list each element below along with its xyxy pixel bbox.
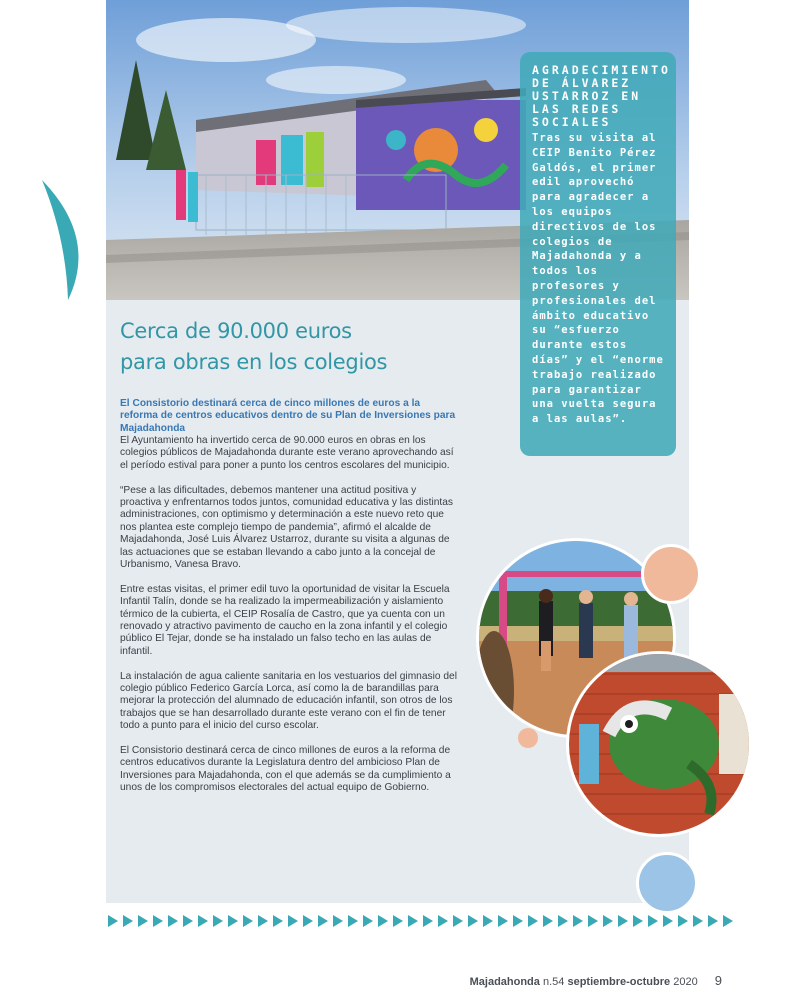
chevron-right-icon: [288, 915, 298, 927]
article-lead: El Consistorio destinará cerca de cinco millones de euros a la reforma de centros educativos dentro de su Plan de Inversiones para Majadahonda: [120, 398, 456, 434]
photo-circle-mural: [566, 651, 752, 837]
article-paragraph: Entre estas visitas, el primer edil tuvo la oportunidad de visitar la Escuela Infantil Talín, donde se ha realizado la impermeabilización y aislamiento térmico de la cubierta, el CEIP Rosalía de Castro, que ya cuenta con un renovado y atractivo pavimento de caucho en la zona infantil y el colegio público El Tejar, donde se ha instalado un falso techo en las aulas de infantil.: [120, 583, 450, 657]
chevron-right-icon: [243, 915, 253, 927]
chevron-right-icon: [183, 915, 193, 927]
chevron-right-icon: [723, 915, 733, 927]
article: [120, 316, 460, 807]
chevron-right-icon: [423, 915, 433, 927]
chevron-right-icon: [438, 915, 448, 927]
chevron-right-icon: [378, 915, 388, 927]
decorative-arc-shape: [38, 178, 88, 303]
article-paragraph: El Ayuntamiento ha invertido cerca de 90.000 euros en obras en los colegios públicos de Majadahonda durante este verano aprovechando así el período estival para poner a punto los centros escolares del municipio.: [120, 434, 454, 471]
chevron-right-icon: [603, 915, 613, 927]
chevron-right-icon: [258, 915, 268, 927]
chevron-right-icon: [513, 915, 523, 927]
article-headline: [120, 316, 460, 378]
chevron-right-icon: [558, 915, 568, 927]
headline-line-1: Cerca de 90.000 euros: [120, 319, 352, 343]
chevron-right-icon: [663, 915, 673, 927]
decorative-dot-small-peach: [518, 728, 538, 748]
chevron-right-icon: [393, 915, 403, 927]
footer-issue: n.54: [542, 976, 565, 988]
chevron-right-icon: [648, 915, 658, 927]
chevron-right-icon: [168, 915, 178, 927]
sidebar-body: Tras su visita al CEIP Benito Pérez Galdós, el primer edil aprovechó para agradecer a los equipos directivos de los colegios de Majadahonda y a todos los profesores y profesionales del ámbito educativo su “esfuerzo durante estos días” y el “enorme trabajo realizado para garantizar una vuelta segura a las aulas”.: [532, 132, 664, 426]
article-paragraph: La instalación de agua caliente sanitaria en los vestuarios del gimnasio del colegio público Federico García Lorca, así como la de barandillas para mejorar la protección del alumnado de educación infantil, son otros de los trabajos que se han desarrollado durante este verano con el fin de tener todo a punto para el inicio del curso escolar.: [120, 670, 457, 732]
chevron-right-icon: [138, 915, 148, 927]
chevron-right-icon: [468, 915, 478, 927]
chevron-right-icon: [198, 915, 208, 927]
chevron-right-icon: [708, 915, 718, 927]
page-number: 9: [714, 973, 722, 988]
sidebar-box: [520, 52, 676, 456]
chevron-right-icon: [108, 915, 118, 927]
chevron-right-icon: [693, 915, 703, 927]
chevron-right-icon: [678, 915, 688, 927]
chevron-right-icon: [213, 915, 223, 927]
chevron-right-icon: [228, 915, 238, 927]
footer-year: 2020: [673, 976, 698, 988]
decorative-chevron-row: [108, 915, 733, 929]
chevron-right-icon: [573, 915, 583, 927]
article-paragraph: “Pese a las dificultades, debemos mantener una actitud positiva y proactiva y enfrentarnos todos juntos, comunidad educativa y las distintas administraciones, con optimismo y determinación a este nuevo reto que nos plantea este complejo tiempo de pandemia”, afirmó el alcalde de Majadahonda, José Luis Álvarez Ustarroz, durante su visita a algunas de las actuaciones que se estaban llevando a cabo junto a la concejal de Urbanismo, Vanesa Bravo.: [120, 484, 453, 570]
article-paragraph: El Consistorio destinará cerca de cinco millones de euros a la reforma de centros educativos durante la Legislatura dentro del ambicioso Plan de Inversiones para Majadahonda, con el que además se da cumplimiento a unos de los compromisos electorales del actual equipo de Gobierno.: [120, 744, 451, 794]
page-footer: [470, 973, 722, 988]
chevron-right-icon: [408, 915, 418, 927]
chevron-right-icon: [363, 915, 373, 927]
chevron-right-icon: [153, 915, 163, 927]
decorative-dot-peach: [641, 544, 701, 604]
headline-line-2: para obras en los colegios: [120, 350, 388, 374]
chevron-right-icon: [528, 915, 538, 927]
chevron-right-icon: [618, 915, 628, 927]
decorative-dot-blue: [636, 852, 698, 914]
chevron-right-icon: [318, 915, 328, 927]
chevron-right-icon: [333, 915, 343, 927]
sidebar-title: AGRADECIMIENTO DE ÁLVAREZ USTARROZ EN LAS REDES SOCIALES: [532, 63, 671, 129]
chevron-right-icon: [348, 915, 358, 927]
chevron-right-icon: [498, 915, 508, 927]
chevron-right-icon: [303, 915, 313, 927]
footer-magazine: Majadahonda: [469, 976, 540, 988]
footer-period: septiembre-octubre: [567, 976, 671, 988]
chevron-right-icon: [483, 915, 493, 927]
chevron-right-icon: [588, 915, 598, 927]
chevron-right-icon: [273, 915, 283, 927]
chevron-right-icon: [633, 915, 643, 927]
chevron-right-icon: [543, 915, 553, 927]
chevron-right-icon: [453, 915, 463, 927]
chevron-right-icon: [123, 915, 133, 927]
